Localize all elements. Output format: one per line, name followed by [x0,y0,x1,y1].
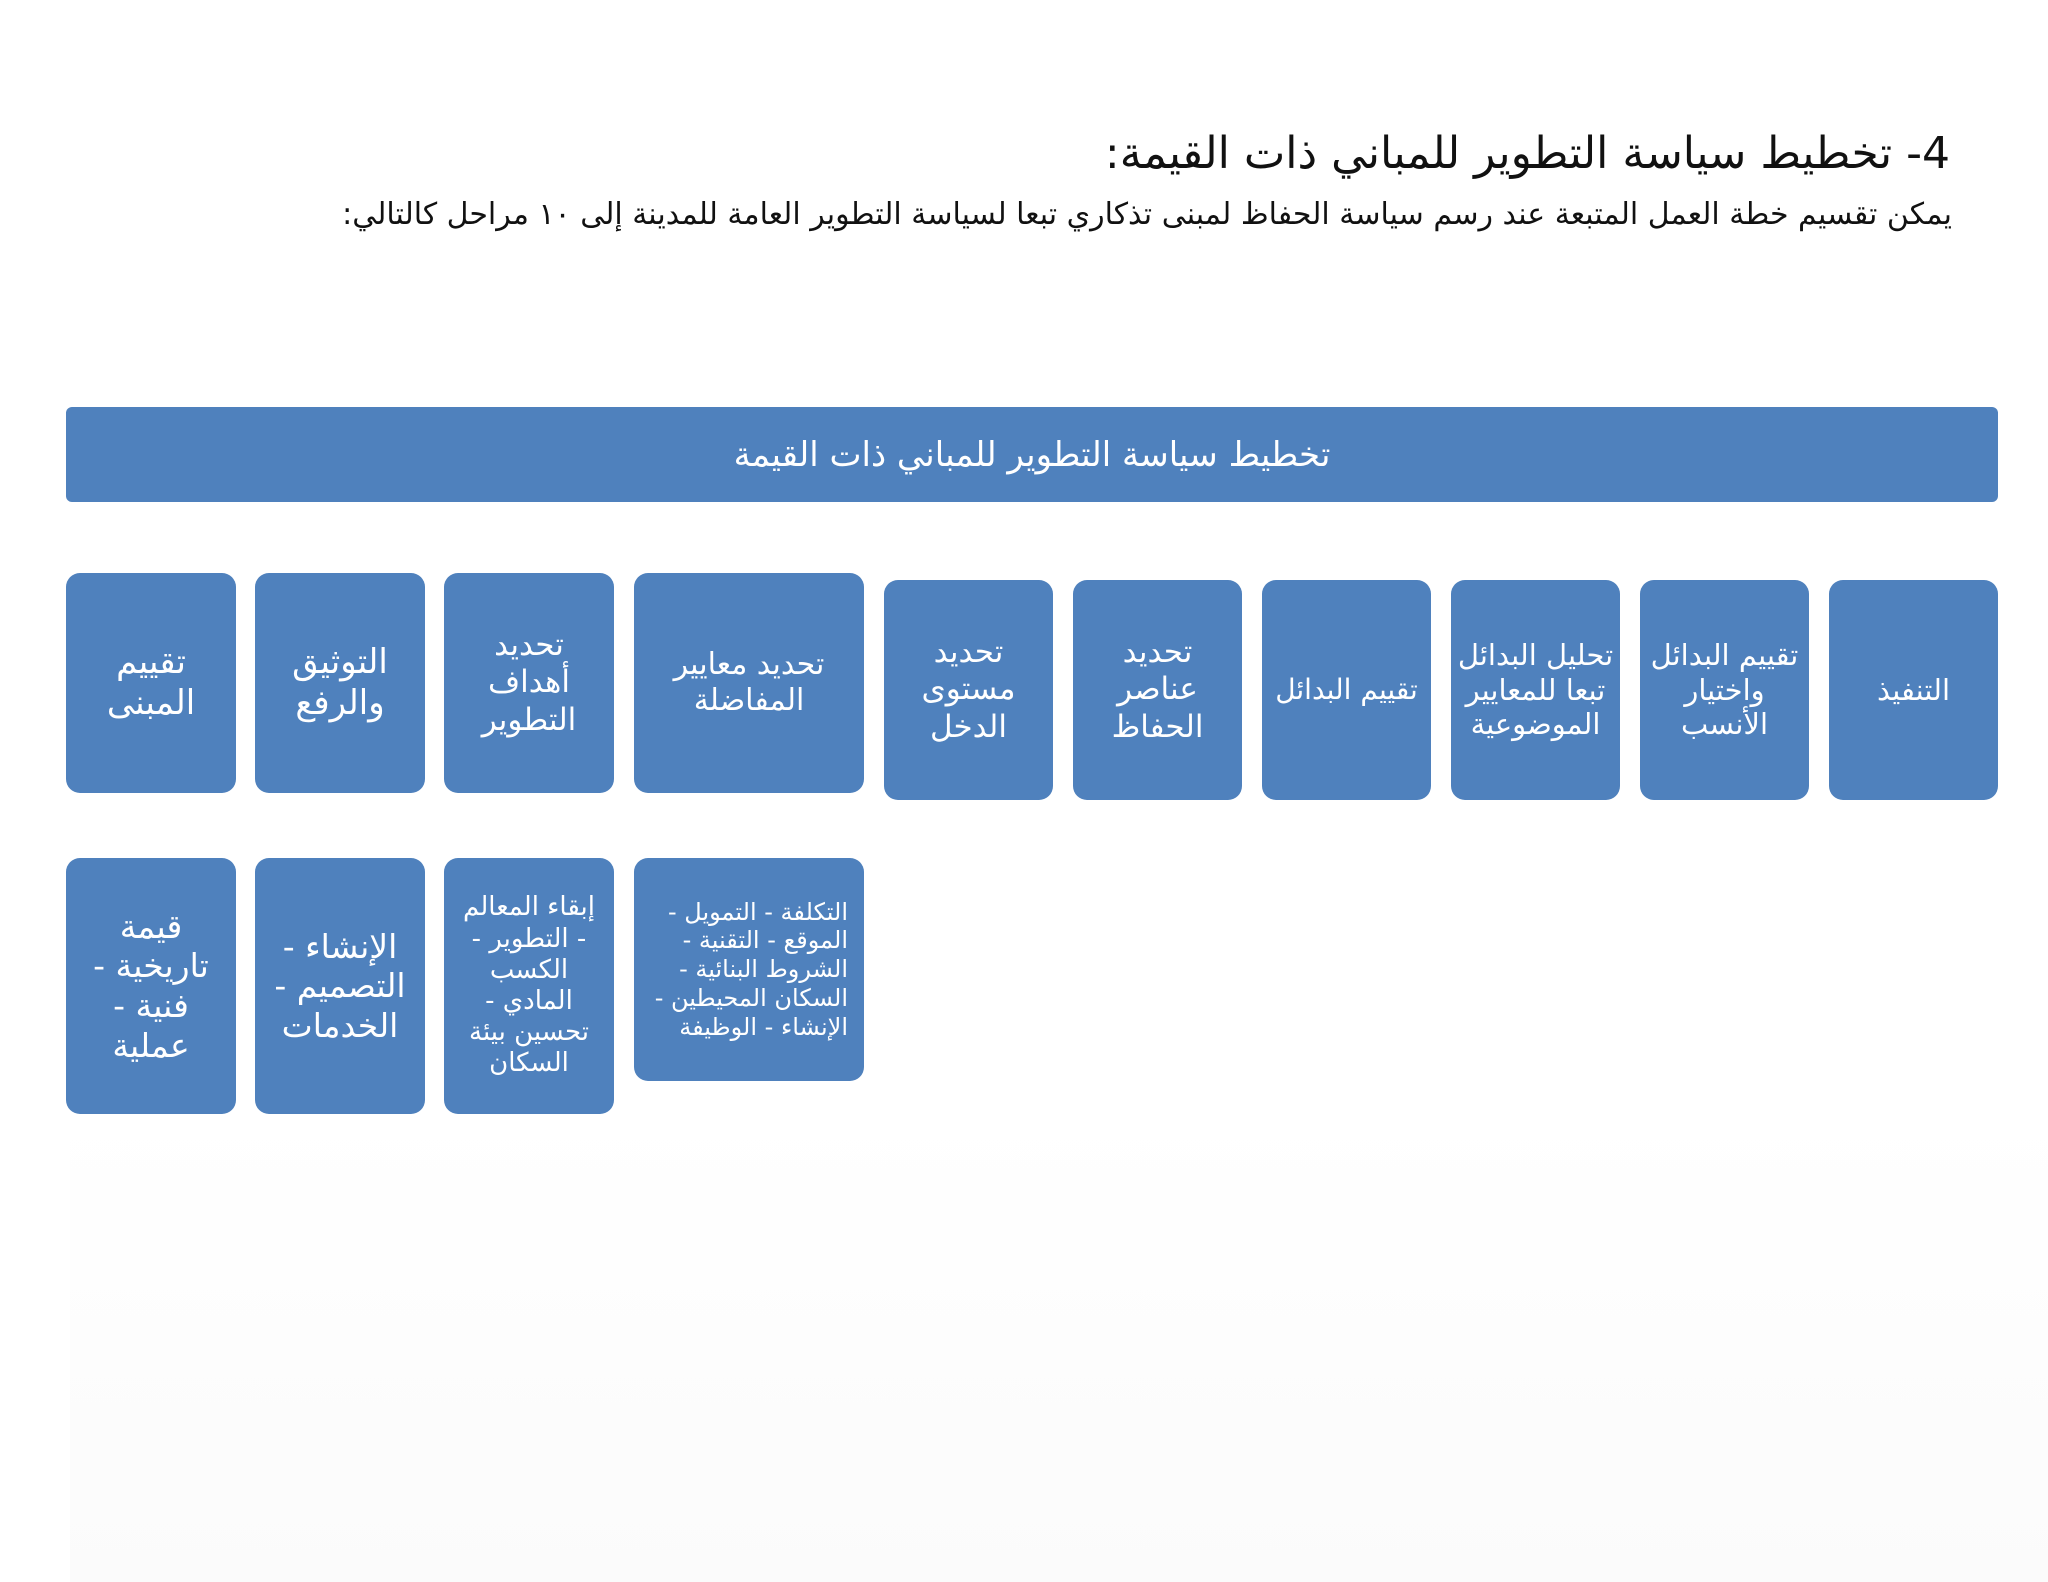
stage-label: تحديد عناصر الحفاظ [1111,634,1204,745]
section-heading: 4- تخطيط سياسة التطوير للمباني ذات القيمة: [1104,128,1950,179]
stage-label: تقييم المبنى [106,642,196,723]
diagram-root-banner: تخطيط سياسة التطوير للمباني ذات القيمة [66,407,1998,502]
detail-box-evaluation [66,858,236,1114]
detail-box-criteria [634,858,864,1081]
stage-box-criteria [634,573,864,793]
stage-label: تحديد مستوى الدخل [921,634,1016,745]
detail-text: قيمة تاريخية - فنية - عملية [93,906,209,1065]
stage-box-preservation-elements [1073,580,1242,800]
detail-text: الإنشاء - التصميم - الخدمات [274,926,406,1045]
stage-box-evaluate-alternatives [1262,580,1431,800]
stage-box-building-evaluation [66,573,236,793]
stage-box-analyze-alternatives [1451,580,1620,800]
stage-box-implementation [1829,580,1998,800]
stage-box-goals [444,573,614,793]
detail-box-documentation [255,858,425,1114]
stage-box-income-level [884,580,1053,800]
stage-label: تحديد أهداف التطوير [481,627,577,738]
stage-label: تحديد معايير المفاضلة [673,647,825,718]
page-background [70,1110,2048,1582]
stage-label: تقييم البدائل [1275,673,1418,707]
stage-box-documentation [255,573,425,793]
stage-label: تحليل البدائل تبعا للمعايير الموضوعية [1457,637,1614,742]
detail-text: التكلفة - التمويل - الموقع - التقنية - الشروط البنائية - السكان المحيطين - الإنشاء - الوظيفة [654,897,848,1041]
detail-box-goals [444,858,614,1114]
detail-text: إبقاء المعالم - التطوير - الكسب المادي - تحسين بيئة السكان [463,892,595,1079]
stage-label: التوثيق والرفع [292,642,388,723]
intro-paragraph: يمكن تقسيم خطة العمل المتبعة عند رسم سياسة الحفاظ لمبنى تذكاري تبعا لسياسة التطوير العامة للمدينة إلى ١٠ مراحل كالتالي: [342,197,1952,232]
stage-label: التنفيذ [1876,672,1951,707]
stage-box-evaluate-select [1640,580,1809,800]
stage-label: تقييم البدائل واختيار الأنسب [1650,637,1799,742]
